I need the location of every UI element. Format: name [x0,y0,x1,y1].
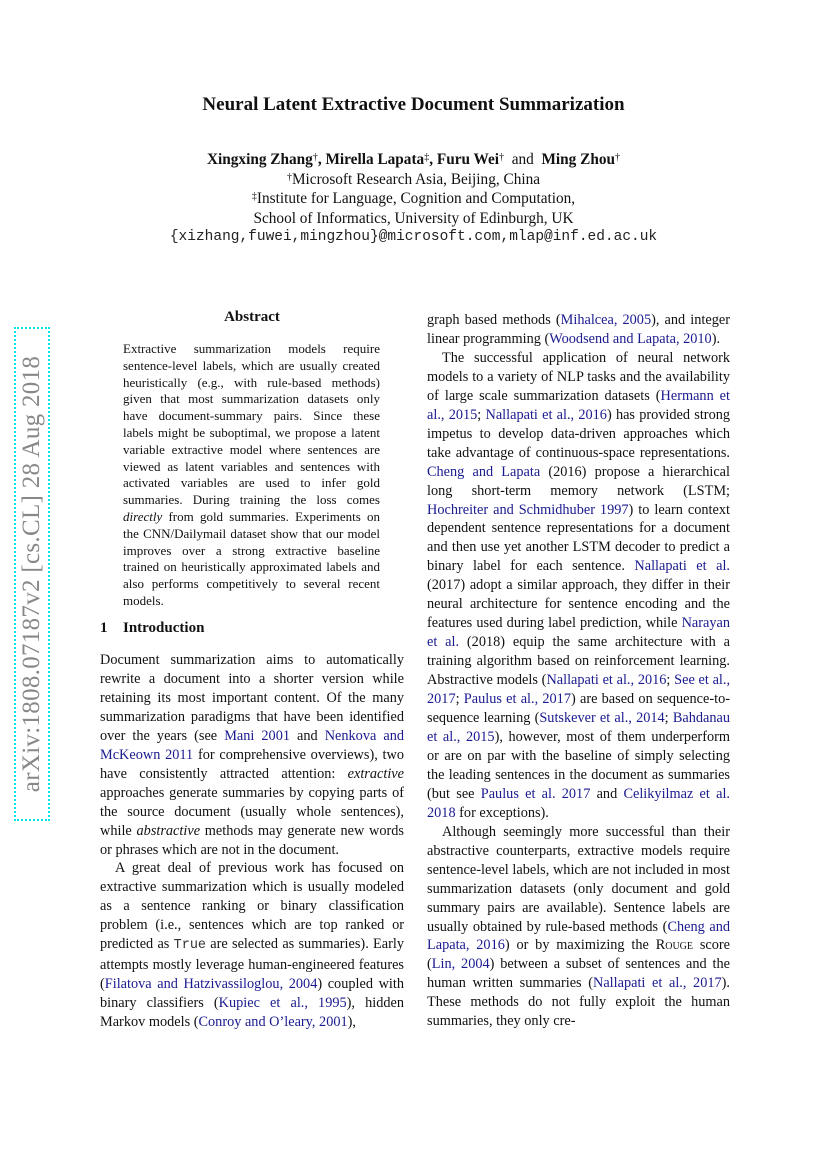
citation-link[interactable]: Nenkova and McKeown 2011 [100,727,405,763]
paragraph [427,349,730,823]
affiliation-mark: † [499,152,505,163]
text: ). [711,330,721,347]
author-and: and [511,151,534,168]
citation-link[interactable]: Bahdanau et al., 2015 [427,710,730,745]
citation-link[interactable]: Nallapati et al., 2016 [485,406,607,423]
citation-link[interactable]: Filatova and Hatzivassiloglou, 2004 [104,976,318,993]
affiliation-line: School of Informatics, University of Edinburgh, UK [253,209,574,227]
arxiv-identifier[interactable]: arXiv:1808.07187v2 [cs.CL] 28 Aug 2018 [18,355,45,793]
citation-link[interactable]: Hochreiter and Schmidhuber 1997 [427,501,629,518]
section-title: Introduction [123,620,205,636]
text: ), however, most of them underperform or are on par with the baseline of simply selecting the leading sentences in the document as summaries (but see [427,728,730,802]
text: for comprehensive overviews), two have consistently attracted attention: [100,746,404,782]
text: graph based methods ( [427,312,561,328]
text: ; [455,691,464,708]
citation-link[interactable]: Nallapati et al., 2017 [593,975,722,992]
abstract-emphasis: directly [123,508,163,524]
citation-link[interactable]: Lin, 2004 [431,956,490,973]
citation-link[interactable]: Cheng and Lapata [427,463,541,480]
affiliation-text: Microsoft Research Asia, Beijing, China [291,170,541,188]
affiliation-mark: ‡ [424,152,430,163]
text: ) or by maximizing the [504,937,656,954]
citation-link[interactable]: Nallapati et al. [634,558,730,575]
text: and [290,727,325,744]
author-name: Ming Zhou [541,151,616,168]
emphasis: abstractive [136,822,201,839]
text: adopt a similar approach, they differ in their neural architecture for sentence encoding and the features used during label prediction, while [427,577,730,632]
abstract-text: from gold summaries. Experiments on the CNN/Dailymail dataset show that our model improves over a strong extractive baseline trained on heuristically approximated labels and also performs competitively to several recent models. [123,508,380,608]
text: ; [664,710,673,727]
text: ) coupled with binary classifiers ( [100,976,404,1012]
citation-link[interactable]: Mihalcea, 2005 [560,312,652,328]
affiliation-text: Institute for Language, Cognition and Computation, [256,190,576,207]
text: ; [666,672,675,689]
affiliation-line [0,189,827,209]
text: The successful application of neural network models to a variety of NLP tasks and the availability of large scale summarization datasets ( [427,349,730,404]
author-block [0,150,827,248]
paragraph-continued [427,311,730,349]
affiliation-mark: † [615,152,621,163]
text: ; [477,406,486,423]
intro-right-column [427,311,730,1031]
author-emails: {xizhang,fuwei,mingzhou}@microsoft.com,mlap@inf.ed.ac.uk [169,229,658,245]
paper-title: Neural Latent Extractive Document Summarization [202,94,625,115]
author-separator: , [429,151,437,168]
citation-link[interactable]: See et al., 2017 [427,672,731,708]
text: score ( [427,937,730,973]
affiliation-mark: ‡ [251,191,257,202]
text: Although seemingly more successful than their abstractive counterparts, extractive models require sentence-level labels, which are not included in most summarization datasets (only document and gold summary pairs are available). Sentence labels are usually obtained by rule-based methods ( [427,823,730,935]
citation-link[interactable]: Narayan et al. [427,615,730,651]
text: methods may generate new words or phrases which are not in the document. [100,822,404,858]
text: ), and integer linear programming ( [427,312,730,347]
code-literal: True [173,938,207,954]
affiliation-line [0,170,827,190]
metric-name: Rouge [655,937,693,954]
text: ), [347,1014,356,1031]
emphasis: extractive [347,765,404,782]
text: approaches generate summaries by copying parts of the source document (usually whole sentences), while [100,784,404,839]
text: ). These methods do not fully exploit the human summaries, they only cre- [427,975,730,1030]
abstract-text: Extractive summarization models require sentence-level labels, which are usually created heuristically (e.g., with rule-based methods) given that most summarization datasets only have document-summary pairs. Since these labels might be suboptimal, we propose a latent variable extractive model where sentences are viewed as latent variables and sentences with activated variables are used to infer gold summaries. During training the loss comes [123,341,380,508]
text: and [590,785,624,802]
paragraph [100,859,404,1032]
abstract-body [123,341,380,610]
author-list [0,150,827,170]
text: (2016) [540,463,587,480]
citation-link[interactable]: Paulus et al., 2017 [463,691,571,708]
citation-link[interactable]: Nallapati et al., 2016 [546,672,667,689]
citation-link[interactable]: Conroy and O’leary, 2001 [198,1014,348,1031]
text: ) has provided strong impetus to develop data-driven approaches which take advantage of continuous-space representations. [427,406,731,461]
citation-link[interactable]: Mani 2001 [224,727,290,744]
section-heading [100,620,204,637]
citation-link[interactable]: Woodsend and Lapata, 2010 [549,330,712,347]
text: (2018) [459,634,506,651]
arxiv-stamp[interactable] [14,327,50,821]
author-name: Xingxing Zhang [206,151,313,168]
text: A great deal of previous work has focused on extractive summarization which is usually modeled as a sentence ranking or binary classification problem (i.e., sentences which are top ranked or predicted as [100,860,404,953]
citation-link[interactable]: Paulus et al. 2017 [480,785,591,802]
paragraph [427,823,730,1031]
affiliation-mark: † [312,152,318,163]
text: Document summarization aims to automatically rewrite a document into a shorter version while retaining its most important content. Of the many summarization paradigms that have been identified over the years (see [100,652,404,744]
text: ) between a subset of sentences and the human written summaries ( [427,956,730,992]
citation-link[interactable]: Hermann et al., 2015 [427,387,730,423]
text: equip the same architecture with a training algorithm based on reinforcement learning. Abstractive models ( [427,634,730,689]
text: for exceptions). [455,804,549,821]
author-separator: , [317,151,326,168]
citation-link[interactable]: Sutskever et al., 2014 [539,710,665,727]
author-name: Furu Wei [436,151,500,168]
paragraph [100,651,404,859]
text: ) are based on sequence-to-sequence learning ( [427,691,730,727]
citation-link[interactable]: Cheng and Lapata, 2016 [427,918,730,954]
intro-left-column [100,651,404,1032]
citation-link[interactable]: Celikyilmaz et al. 2018 [427,785,730,821]
citation-link[interactable]: Kupiec et al., 1995 [218,995,347,1012]
section-number: 1 [100,620,108,636]
text: propose a hierarchical long short-term memory network (LSTM; [427,463,730,499]
affiliation-mark: † [286,171,292,183]
text: ), hidden Markov models ( [100,995,405,1031]
author-name: Mirella Lapata [325,151,425,168]
abstract-heading: Abstract [224,309,280,325]
text: ) to learn context dependent sentence representations for a document and then use yet another LSTM decoder to predict a binary label for each sentence. [427,501,730,575]
text: (2017) [427,577,466,594]
text: are selected as summaries). Early attempts mostly leverage human-engineered features ( [100,936,404,993]
